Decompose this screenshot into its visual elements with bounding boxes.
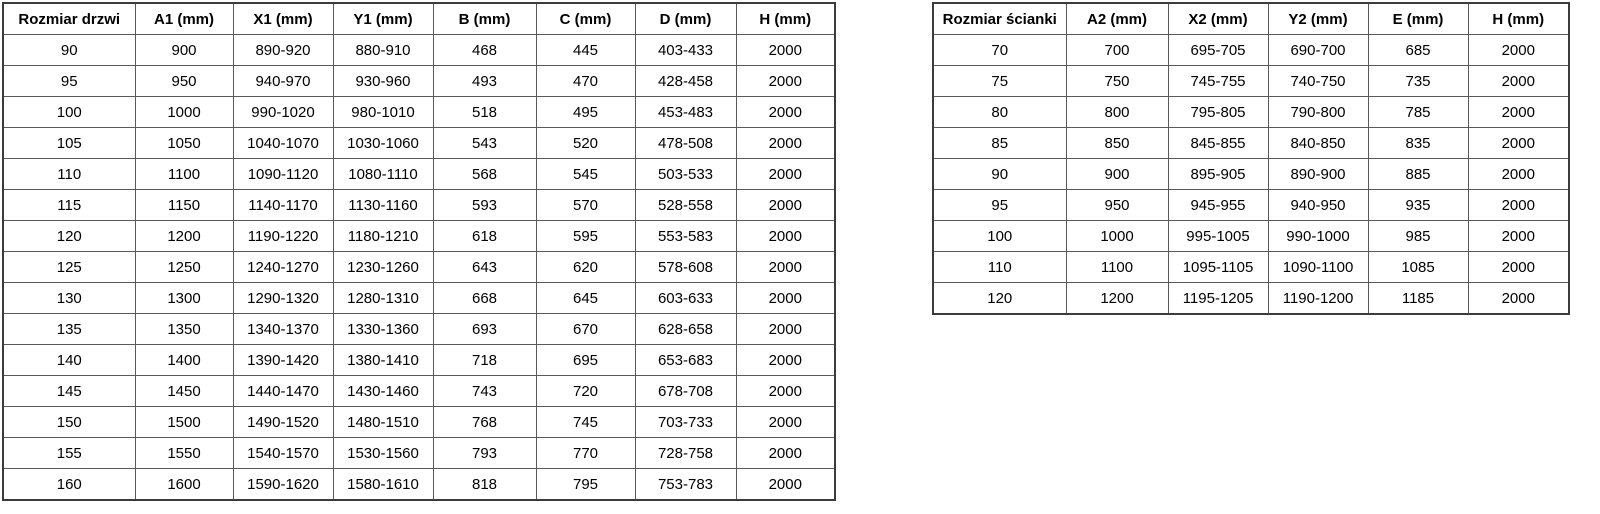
table-cell: 1140-1170 <box>233 190 333 221</box>
table-cell: 1350 <box>135 314 233 345</box>
table-cell: 1440-1470 <box>233 376 333 407</box>
table-cell: 818 <box>433 469 536 501</box>
table-cell: 1390-1420 <box>233 345 333 376</box>
table-cell: 1250 <box>135 252 233 283</box>
table-cell: 1500 <box>135 407 233 438</box>
door-size-table <box>2 2 836 501</box>
table-cell: 940-950 <box>1268 190 1368 221</box>
table-cell: 1580-1610 <box>333 469 433 501</box>
table-cell: 95 <box>3 66 135 97</box>
table-cell: 2000 <box>736 35 835 66</box>
table-cell: 980-1010 <box>333 97 433 128</box>
table-cell: 120 <box>933 283 1066 315</box>
table-cell: 880-910 <box>333 35 433 66</box>
table-cell: 990-1020 <box>233 97 333 128</box>
header-row <box>3 3 835 35</box>
table-cell: 1100 <box>1066 252 1168 283</box>
table-cell: 643 <box>433 252 536 283</box>
table-cell: 105 <box>3 128 135 159</box>
table-cell: 693 <box>433 314 536 345</box>
table-cell: 85 <box>933 128 1066 159</box>
table-cell: 1550 <box>135 438 233 469</box>
column-header: Rozmiar drzwi <box>3 3 135 35</box>
table-cell: 1180-1210 <box>333 221 433 252</box>
table-row <box>3 128 835 159</box>
column-header: C (mm) <box>536 3 635 35</box>
table-cell: 2000 <box>736 128 835 159</box>
table-cell: 1480-1510 <box>333 407 433 438</box>
table-cell: 2000 <box>736 66 835 97</box>
table-cell: 685 <box>1368 35 1468 66</box>
table-cell: 645 <box>536 283 635 314</box>
table-cell: 453-483 <box>635 97 736 128</box>
table-cell: 895-905 <box>1168 159 1268 190</box>
table-cell: 150 <box>3 407 135 438</box>
table-cell: 670 <box>536 314 635 345</box>
table-cell: 735 <box>1368 66 1468 97</box>
table-cell: 668 <box>433 283 536 314</box>
table-row <box>933 221 1569 252</box>
table-cell: 718 <box>433 345 536 376</box>
table-cell: 890-920 <box>233 35 333 66</box>
table-cell: 595 <box>536 221 635 252</box>
table-cell: 1530-1560 <box>333 438 433 469</box>
table-cell: 1050 <box>135 128 233 159</box>
table-cell: 2000 <box>736 345 835 376</box>
table-cell: 593 <box>433 190 536 221</box>
table-cell: 2000 <box>736 376 835 407</box>
table-cell: 1030-1060 <box>333 128 433 159</box>
table-cell: 720 <box>536 376 635 407</box>
table-cell: 850 <box>1066 128 1168 159</box>
table-cell: 140 <box>3 345 135 376</box>
table-cell: 793 <box>433 438 536 469</box>
table-cell: 2000 <box>736 314 835 345</box>
table-cell: 70 <box>933 35 1066 66</box>
wall-panel-size-table <box>932 2 1570 315</box>
table-cell: 95 <box>933 190 1066 221</box>
table-cell: 2000 <box>1468 35 1569 66</box>
table-cell: 110 <box>3 159 135 190</box>
column-header: Y1 (mm) <box>333 3 433 35</box>
column-header: B (mm) <box>433 3 536 35</box>
table-cell: 1000 <box>135 97 233 128</box>
table-cell: 2000 <box>1468 221 1569 252</box>
table-cell: 1040-1070 <box>233 128 333 159</box>
table-cell: 1600 <box>135 469 233 501</box>
table-cell: 728-758 <box>635 438 736 469</box>
table-cell: 568 <box>433 159 536 190</box>
table-row <box>3 97 835 128</box>
table-cell: 603-633 <box>635 283 736 314</box>
table-cell: 1540-1570 <box>233 438 333 469</box>
table-cell: 620 <box>536 252 635 283</box>
table-cell: 900 <box>135 35 233 66</box>
table-cell: 835 <box>1368 128 1468 159</box>
table-cell: 518 <box>433 97 536 128</box>
table-cell: 2000 <box>736 407 835 438</box>
table-cell: 945-955 <box>1168 190 1268 221</box>
table-cell: 120 <box>3 221 135 252</box>
table-cell: 100 <box>3 97 135 128</box>
table-row <box>3 66 835 97</box>
table-cell: 100 <box>933 221 1066 252</box>
table-cell: 995-1005 <box>1168 221 1268 252</box>
column-header: Y2 (mm) <box>1268 3 1368 35</box>
column-header: A1 (mm) <box>135 3 233 35</box>
table-cell: 930-960 <box>333 66 433 97</box>
table-row <box>3 221 835 252</box>
table-cell: 2000 <box>736 252 835 283</box>
table-cell: 990-1000 <box>1268 221 1368 252</box>
table-cell: 1190-1220 <box>233 221 333 252</box>
table-cell: 618 <box>433 221 536 252</box>
table-row <box>933 190 1569 221</box>
header-row <box>933 3 1569 35</box>
column-header: D (mm) <box>635 3 736 35</box>
table-cell: 520 <box>536 128 635 159</box>
table-cell: 2000 <box>1468 97 1569 128</box>
table-cell: 428-458 <box>635 66 736 97</box>
table-cell: 160 <box>3 469 135 501</box>
table-cell: 1150 <box>135 190 233 221</box>
table-cell: 1450 <box>135 376 233 407</box>
table-cell: 845-855 <box>1168 128 1268 159</box>
table-row <box>933 97 1569 128</box>
table-cell: 445 <box>536 35 635 66</box>
column-header: H (mm) <box>736 3 835 35</box>
table-cell: 1490-1520 <box>233 407 333 438</box>
table-cell: 628-658 <box>635 314 736 345</box>
table-cell: 795-805 <box>1168 97 1268 128</box>
table-row <box>3 252 835 283</box>
table-row <box>933 35 1569 66</box>
table-cell: 1590-1620 <box>233 469 333 501</box>
table-cell: 753-783 <box>635 469 736 501</box>
table-cell: 768 <box>433 407 536 438</box>
table-cell: 1280-1310 <box>333 283 433 314</box>
column-header: E (mm) <box>1368 3 1468 35</box>
table-cell: 2000 <box>736 97 835 128</box>
table-cell: 553-583 <box>635 221 736 252</box>
table-cell: 740-750 <box>1268 66 1368 97</box>
table-cell: 700 <box>1066 35 1168 66</box>
table-cell: 745 <box>536 407 635 438</box>
column-header: X2 (mm) <box>1168 3 1268 35</box>
table-row <box>933 159 1569 190</box>
table-cell: 750 <box>1066 66 1168 97</box>
table-cell: 790-800 <box>1268 97 1368 128</box>
table-cell: 470 <box>536 66 635 97</box>
table-cell: 950 <box>135 66 233 97</box>
table-cell: 2000 <box>1468 159 1569 190</box>
table-cell: 528-558 <box>635 190 736 221</box>
table-cell: 1240-1270 <box>233 252 333 283</box>
table-cell: 503-533 <box>635 159 736 190</box>
table-cell: 745-755 <box>1168 66 1268 97</box>
table-cell: 770 <box>536 438 635 469</box>
table-cell: 80 <box>933 97 1066 128</box>
table-cell: 940-970 <box>233 66 333 97</box>
table-cell: 1090-1120 <box>233 159 333 190</box>
column-header: A2 (mm) <box>1066 3 1168 35</box>
table-cell: 1380-1410 <box>333 345 433 376</box>
table-cell: 495 <box>536 97 635 128</box>
table-cell: 900 <box>1066 159 1168 190</box>
table-cell: 2000 <box>1468 128 1569 159</box>
table-row <box>3 35 835 66</box>
table-cell: 840-850 <box>1268 128 1368 159</box>
table-cell: 885 <box>1368 159 1468 190</box>
table-cell: 493 <box>433 66 536 97</box>
table-cell: 1300 <box>135 283 233 314</box>
table-cell: 795 <box>536 469 635 501</box>
table-cell: 2000 <box>736 283 835 314</box>
table-row <box>3 407 835 438</box>
table-cell: 1200 <box>135 221 233 252</box>
table-cell: 950 <box>1066 190 1168 221</box>
table-row <box>933 283 1569 315</box>
table-cell: 800 <box>1066 97 1168 128</box>
table-cell: 90 <box>3 35 135 66</box>
table-row <box>933 252 1569 283</box>
table-cell: 1130-1160 <box>333 190 433 221</box>
table-cell: 468 <box>433 35 536 66</box>
column-header: X1 (mm) <box>233 3 333 35</box>
table-cell: 145 <box>3 376 135 407</box>
table-cell: 1100 <box>135 159 233 190</box>
table-cell: 2000 <box>1468 252 1569 283</box>
table-cell: 690-700 <box>1268 35 1368 66</box>
table-cell: 75 <box>933 66 1066 97</box>
table-cell: 785 <box>1368 97 1468 128</box>
table-cell: 695 <box>536 345 635 376</box>
table-row <box>3 376 835 407</box>
table-cell: 695-705 <box>1168 35 1268 66</box>
table-row <box>3 438 835 469</box>
table-cell: 115 <box>3 190 135 221</box>
table-cell: 2000 <box>1468 66 1569 97</box>
table-cell: 985 <box>1368 221 1468 252</box>
table-row <box>3 190 835 221</box>
table-cell: 570 <box>536 190 635 221</box>
table-cell: 578-608 <box>635 252 736 283</box>
table-row <box>3 283 835 314</box>
table-cell: 543 <box>433 128 536 159</box>
table-cell: 1195-1205 <box>1168 283 1268 315</box>
table-row <box>933 128 1569 159</box>
table-cell: 2000 <box>736 159 835 190</box>
table-cell: 1230-1260 <box>333 252 433 283</box>
column-header: Rozmiar ścianki <box>933 3 1066 35</box>
table-cell: 935 <box>1368 190 1468 221</box>
table-cell: 2000 <box>1468 283 1569 315</box>
table-cell: 678-708 <box>635 376 736 407</box>
table-cell: 130 <box>3 283 135 314</box>
table-cell: 890-900 <box>1268 159 1368 190</box>
table-cell: 478-508 <box>635 128 736 159</box>
table-cell: 545 <box>536 159 635 190</box>
table-cell: 1200 <box>1066 283 1168 315</box>
table-cell: 2000 <box>736 190 835 221</box>
table-cell: 2000 <box>736 438 835 469</box>
table-cell: 743 <box>433 376 536 407</box>
table-cell: 1340-1370 <box>233 314 333 345</box>
table-cell: 1085 <box>1368 252 1468 283</box>
table-cell: 125 <box>3 252 135 283</box>
table-cell: 1080-1110 <box>333 159 433 190</box>
table-cell: 2000 <box>736 221 835 252</box>
table-cell: 1000 <box>1066 221 1168 252</box>
table-cell: 1330-1360 <box>333 314 433 345</box>
table-cell: 110 <box>933 252 1066 283</box>
table-cell: 2000 <box>736 469 835 501</box>
table-cell: 90 <box>933 159 1066 190</box>
table-row <box>3 314 835 345</box>
table-cell: 1190-1200 <box>1268 283 1368 315</box>
table-row <box>933 66 1569 97</box>
table-cell: 1090-1100 <box>1268 252 1368 283</box>
table-cell: 653-683 <box>635 345 736 376</box>
table-cell: 155 <box>3 438 135 469</box>
table-row <box>3 159 835 190</box>
table-cell: 1095-1105 <box>1168 252 1268 283</box>
table-row <box>3 469 835 501</box>
table-cell: 403-433 <box>635 35 736 66</box>
table-cell: 1290-1320 <box>233 283 333 314</box>
table-cell: 2000 <box>1468 190 1569 221</box>
column-header: H (mm) <box>1468 3 1569 35</box>
table-row <box>3 345 835 376</box>
table-cell: 1185 <box>1368 283 1468 315</box>
table-cell: 1400 <box>135 345 233 376</box>
table-cell: 703-733 <box>635 407 736 438</box>
table-cell: 1430-1460 <box>333 376 433 407</box>
table-cell: 135 <box>3 314 135 345</box>
